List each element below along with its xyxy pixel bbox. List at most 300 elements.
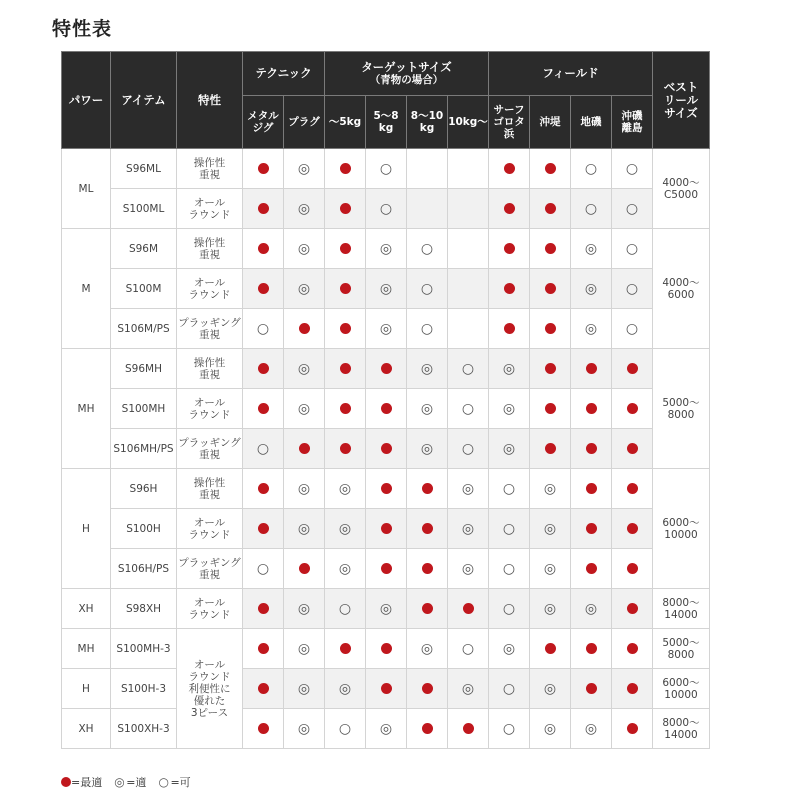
header-sub-4: 8〜10 kg xyxy=(407,96,448,149)
legend-best-label: =最適 xyxy=(71,776,103,789)
mark-cell xyxy=(489,669,530,709)
best-mark-icon xyxy=(340,403,351,414)
best-mark-icon xyxy=(586,683,597,694)
mark-cell xyxy=(407,669,448,709)
best-mark-icon xyxy=(340,443,351,454)
mark-cell xyxy=(571,189,612,229)
best-mark-icon xyxy=(627,403,638,414)
header-feature: 特性 xyxy=(177,52,243,149)
mark-cell xyxy=(612,549,653,589)
mark-cell xyxy=(571,629,612,669)
circle-icon: ○ xyxy=(502,600,516,617)
mark-cell xyxy=(407,549,448,589)
circle-icon: ○ xyxy=(256,440,270,457)
mark-cell xyxy=(530,349,571,389)
double-circle-icon: ◎ xyxy=(461,560,475,577)
mark-cell xyxy=(448,669,489,709)
circle-icon: ○ xyxy=(379,160,393,177)
mark-cell xyxy=(612,189,653,229)
header-sub-8: 地磯 xyxy=(571,96,612,149)
mark-cell xyxy=(284,229,325,269)
mark-cell xyxy=(530,509,571,549)
mark-cell xyxy=(243,189,284,229)
mark-cell xyxy=(571,309,612,349)
best-mark-icon xyxy=(258,363,269,374)
power-cell: H xyxy=(62,469,111,589)
circle-icon: ○ xyxy=(256,320,270,337)
mark-cell xyxy=(530,669,571,709)
best-reel-cell: 8000〜 14000 xyxy=(653,709,710,749)
mark-cell xyxy=(489,549,530,589)
mark-cell xyxy=(571,269,612,309)
double-circle-icon: ◎ xyxy=(543,520,557,537)
double-circle-icon: ◎ xyxy=(420,640,434,657)
table-row xyxy=(62,509,710,549)
mark-cell xyxy=(530,269,571,309)
circle-icon: ○ xyxy=(625,200,639,217)
best-mark-icon xyxy=(545,283,556,294)
best-mark-icon xyxy=(586,363,597,374)
best-mark-icon xyxy=(627,523,638,534)
mark-cell xyxy=(366,229,407,269)
power-cell: M xyxy=(62,229,111,349)
table-row xyxy=(62,669,710,709)
mark-cell xyxy=(489,349,530,389)
mark-cell xyxy=(325,229,366,269)
header-item: アイテム xyxy=(111,52,177,149)
best-mark-icon xyxy=(381,523,392,534)
mark-cell xyxy=(612,229,653,269)
legend-good-label: =適 xyxy=(126,776,147,789)
double-circle-icon: ◎ xyxy=(502,440,516,457)
best-mark-icon xyxy=(340,643,351,654)
mark-cell xyxy=(530,549,571,589)
best-mark-icon xyxy=(545,323,556,334)
double-circle-icon: ◎ xyxy=(297,200,311,217)
best-mark-icon xyxy=(627,563,638,574)
double-circle-icon: ◎ xyxy=(379,600,393,617)
double-circle-icon: ◎ xyxy=(338,560,352,577)
mark-cell xyxy=(448,709,489,749)
best-mark-icon xyxy=(627,723,638,734)
best-mark-icon xyxy=(586,643,597,654)
mark-cell xyxy=(571,149,612,189)
legend-ok xyxy=(158,774,190,790)
mark-cell xyxy=(612,349,653,389)
header-sub-7: 沖堤 xyxy=(530,96,571,149)
mark-cell xyxy=(489,469,530,509)
circle-icon: ○ xyxy=(625,160,639,177)
item-cell: S106H/PS xyxy=(111,549,177,589)
mark-cell xyxy=(571,349,612,389)
best-mark-icon xyxy=(258,483,269,494)
mark-cell xyxy=(243,509,284,549)
double-circle-icon: ◎ xyxy=(297,520,311,537)
double-circle-icon: ◎ xyxy=(543,680,557,697)
mark-cell xyxy=(407,269,448,309)
mark-cell xyxy=(284,669,325,709)
mark-cell xyxy=(489,189,530,229)
mark-cell xyxy=(530,229,571,269)
circle-icon: ○ xyxy=(420,320,434,337)
mark-cell xyxy=(284,189,325,229)
mark-cell xyxy=(530,469,571,509)
header-technique: テクニック xyxy=(243,52,325,96)
mark-cell xyxy=(612,469,653,509)
item-cell: S98XH xyxy=(111,589,177,629)
best-mark-icon xyxy=(545,443,556,454)
mark-cell xyxy=(612,509,653,549)
double-circle-icon: ◎ xyxy=(297,160,311,177)
best-mark-icon xyxy=(258,203,269,214)
circle-icon: ○ xyxy=(625,320,639,337)
mark-cell xyxy=(448,149,489,189)
best-mark-icon xyxy=(586,483,597,494)
circle-icon: ○ xyxy=(461,440,475,457)
best-mark-icon xyxy=(422,483,433,494)
mark-cell xyxy=(366,149,407,189)
mark-cell xyxy=(325,389,366,429)
table-row xyxy=(62,229,710,269)
circle-icon: ○ xyxy=(625,240,639,257)
mark-cell xyxy=(243,709,284,749)
table-row xyxy=(62,549,710,589)
double-circle-icon: ◎ xyxy=(584,720,598,737)
mark-cell xyxy=(612,309,653,349)
best-mark-icon xyxy=(422,683,433,694)
best-mark-icon xyxy=(381,443,392,454)
table-row xyxy=(62,349,710,389)
mark-cell xyxy=(366,669,407,709)
best-mark-icon xyxy=(504,163,515,174)
mark-cell xyxy=(407,469,448,509)
best-mark-icon xyxy=(586,403,597,414)
item-cell: S100H xyxy=(111,509,177,549)
mark-cell xyxy=(571,669,612,709)
double-circle-icon: ◎ xyxy=(297,480,311,497)
best-mark-icon xyxy=(340,243,351,254)
circle-icon: ○ xyxy=(379,200,393,217)
mark-cell xyxy=(325,669,366,709)
double-circle-icon: ◎ xyxy=(502,640,516,657)
mark-cell xyxy=(571,429,612,469)
mark-cell xyxy=(366,549,407,589)
mark-cell xyxy=(448,549,489,589)
circle-icon: ○ xyxy=(584,200,598,217)
header-sub-1: プラグ xyxy=(284,96,325,149)
best-mark-icon xyxy=(258,243,269,254)
item-cell: S106MH/PS xyxy=(111,429,177,469)
mark-cell xyxy=(612,709,653,749)
mark-cell xyxy=(489,389,530,429)
circle-icon: ○ xyxy=(158,775,169,789)
mark-cell xyxy=(448,429,489,469)
double-circle-icon: ◎ xyxy=(379,320,393,337)
mark-cell xyxy=(489,309,530,349)
feature-cell: オール ラウンド xyxy=(177,269,243,309)
mark-cell xyxy=(243,549,284,589)
mark-cell xyxy=(284,309,325,349)
best-mark-icon xyxy=(627,683,638,694)
best-mark-icon xyxy=(627,643,638,654)
mark-cell xyxy=(366,429,407,469)
mark-cell xyxy=(571,509,612,549)
power-cell: ML xyxy=(62,149,111,229)
mark-cell xyxy=(325,549,366,589)
best-mark-icon xyxy=(258,723,269,734)
mark-cell xyxy=(325,269,366,309)
mark-cell xyxy=(407,189,448,229)
power-cell: MH xyxy=(62,629,111,669)
mark-cell xyxy=(284,709,325,749)
double-circle-icon: ◎ xyxy=(379,720,393,737)
header-best-reel: ベスト リール サイズ xyxy=(653,52,710,149)
double-circle-icon: ◎ xyxy=(420,360,434,377)
best-mark-icon xyxy=(422,523,433,534)
double-circle-icon: ◎ xyxy=(543,600,557,617)
feature-cell: オール ラウンド xyxy=(177,589,243,629)
mark-cell xyxy=(612,589,653,629)
table-row xyxy=(62,629,710,669)
best-mark-icon xyxy=(258,163,269,174)
feature-cell: オール ラウンド xyxy=(177,509,243,549)
best-mark-icon xyxy=(258,643,269,654)
circle-icon: ○ xyxy=(502,560,516,577)
circle-icon: ○ xyxy=(338,600,352,617)
double-circle-icon: ◎ xyxy=(297,280,311,297)
double-circle-icon: ◎ xyxy=(543,720,557,737)
best-mark-icon xyxy=(61,777,71,787)
best-mark-icon xyxy=(381,643,392,654)
best-mark-icon xyxy=(545,243,556,254)
best-mark-icon xyxy=(586,563,597,574)
legend-good xyxy=(114,774,146,790)
page-title: 特性表 xyxy=(52,18,113,40)
best-mark-icon xyxy=(627,603,638,614)
mark-cell xyxy=(366,189,407,229)
mark-cell xyxy=(366,309,407,349)
mark-cell xyxy=(571,589,612,629)
double-circle-icon: ◎ xyxy=(297,680,311,697)
mark-cell xyxy=(530,429,571,469)
mark-cell xyxy=(284,389,325,429)
header-sub-0: メタル ジグ xyxy=(243,96,284,149)
feature-cell: オール ラウンド xyxy=(177,389,243,429)
mark-cell xyxy=(448,269,489,309)
double-circle-icon: ◎ xyxy=(338,480,352,497)
mark-cell xyxy=(325,149,366,189)
double-circle-icon: ◎ xyxy=(338,520,352,537)
best-mark-icon xyxy=(422,563,433,574)
mark-cell xyxy=(366,469,407,509)
table-row xyxy=(62,269,710,309)
item-cell: S96H xyxy=(111,469,177,509)
best-mark-icon xyxy=(340,363,351,374)
feature-cell: 操作性 重視 xyxy=(177,349,243,389)
mark-cell xyxy=(325,309,366,349)
best-mark-icon xyxy=(258,683,269,694)
mark-cell xyxy=(366,349,407,389)
mark-cell xyxy=(325,709,366,749)
mark-cell xyxy=(325,629,366,669)
double-circle-icon: ◎ xyxy=(297,240,311,257)
best-reel-cell: 6000〜 10000 xyxy=(653,669,710,709)
double-circle-icon: ◎ xyxy=(584,320,598,337)
mark-cell xyxy=(612,669,653,709)
best-mark-icon xyxy=(545,643,556,654)
mark-cell xyxy=(366,629,407,669)
best-mark-icon xyxy=(381,683,392,694)
mark-cell xyxy=(407,709,448,749)
feature-cell: 操作性 重視 xyxy=(177,149,243,189)
circle-icon: ○ xyxy=(502,680,516,697)
mark-cell xyxy=(612,269,653,309)
double-circle-icon: ◎ xyxy=(338,680,352,697)
double-circle-icon: ◎ xyxy=(379,240,393,257)
mark-cell xyxy=(489,229,530,269)
item-cell: S106M/PS xyxy=(111,309,177,349)
double-circle-icon: ◎ xyxy=(461,680,475,697)
mark-cell xyxy=(489,149,530,189)
mark-cell xyxy=(284,469,325,509)
best-reel-cell: 5000〜 8000 xyxy=(653,629,710,669)
best-mark-icon xyxy=(340,203,351,214)
best-mark-icon xyxy=(258,603,269,614)
mark-cell xyxy=(366,389,407,429)
circle-icon: ○ xyxy=(461,640,475,657)
mark-cell xyxy=(530,189,571,229)
best-mark-icon xyxy=(381,403,392,414)
legend-best xyxy=(61,774,102,790)
mark-cell xyxy=(284,509,325,549)
best-mark-icon xyxy=(545,203,556,214)
mark-cell xyxy=(325,189,366,229)
mark-cell xyxy=(243,429,284,469)
best-mark-icon xyxy=(381,483,392,494)
mark-cell xyxy=(325,429,366,469)
spec-table xyxy=(61,51,710,749)
best-mark-icon xyxy=(340,323,351,334)
mark-cell xyxy=(612,149,653,189)
mark-cell xyxy=(407,589,448,629)
mark-cell xyxy=(243,349,284,389)
mark-cell xyxy=(366,709,407,749)
best-mark-icon xyxy=(258,403,269,414)
item-cell: S100H-3 xyxy=(111,669,177,709)
mark-cell xyxy=(489,629,530,669)
best-mark-icon xyxy=(422,603,433,614)
header-field: フィールド xyxy=(489,52,653,96)
double-circle-icon: ◎ xyxy=(297,400,311,417)
best-mark-icon xyxy=(258,283,269,294)
feature-cell: プラッギング 重視 xyxy=(177,429,243,469)
mark-cell xyxy=(325,469,366,509)
mark-cell xyxy=(366,509,407,549)
mark-cell xyxy=(448,389,489,429)
double-circle-icon: ◎ xyxy=(543,560,557,577)
best-mark-icon xyxy=(586,523,597,534)
mark-cell xyxy=(284,349,325,389)
best-mark-icon xyxy=(258,523,269,534)
double-circle-icon: ◎ xyxy=(297,360,311,377)
best-mark-icon xyxy=(504,203,515,214)
mark-cell xyxy=(284,269,325,309)
mark-cell xyxy=(448,349,489,389)
header-sub-3: 5〜8 kg xyxy=(366,96,407,149)
circle-icon: ○ xyxy=(502,480,516,497)
mark-cell xyxy=(284,149,325,189)
header-target-note: （青物の場合） xyxy=(369,73,444,86)
mark-cell xyxy=(325,349,366,389)
mark-cell xyxy=(489,429,530,469)
mark-cell xyxy=(530,149,571,189)
header-power: パワー xyxy=(62,52,111,149)
table-row xyxy=(62,709,710,749)
double-circle-icon: ◎ xyxy=(461,520,475,537)
table-row xyxy=(62,389,710,429)
mark-cell xyxy=(243,149,284,189)
mark-cell xyxy=(284,549,325,589)
mark-cell xyxy=(571,229,612,269)
mark-cell xyxy=(407,389,448,429)
circle-icon: ○ xyxy=(420,280,434,297)
double-circle-icon: ◎ xyxy=(584,600,598,617)
best-mark-icon xyxy=(463,723,474,734)
mark-cell xyxy=(571,469,612,509)
feature-cell: プラッギング 重視 xyxy=(177,549,243,589)
circle-icon: ○ xyxy=(502,520,516,537)
mark-cell xyxy=(571,389,612,429)
best-mark-icon xyxy=(504,283,515,294)
feature-cell: オール ラウンド xyxy=(177,189,243,229)
best-mark-icon xyxy=(545,403,556,414)
mark-cell xyxy=(489,589,530,629)
best-mark-icon xyxy=(422,723,433,734)
mark-cell xyxy=(243,669,284,709)
mark-cell xyxy=(325,589,366,629)
feature-cell: プラッギング 重視 xyxy=(177,309,243,349)
best-mark-icon xyxy=(299,323,310,334)
double-circle-icon: ◎ xyxy=(297,720,311,737)
mark-cell xyxy=(366,589,407,629)
mark-cell xyxy=(448,189,489,229)
best-mark-icon xyxy=(340,163,351,174)
header-sub-9: 沖磯 離島 xyxy=(612,96,653,149)
feature-cell: 操作性 重視 xyxy=(177,229,243,269)
table-row xyxy=(62,589,710,629)
best-mark-icon xyxy=(545,163,556,174)
item-cell: S100ML xyxy=(111,189,177,229)
circle-icon: ○ xyxy=(256,560,270,577)
mark-cell xyxy=(407,149,448,189)
power-cell: XH xyxy=(62,589,111,629)
mark-cell xyxy=(243,229,284,269)
double-circle-icon: ◎ xyxy=(114,775,125,789)
mark-cell xyxy=(407,629,448,669)
item-cell: S96ML xyxy=(111,149,177,189)
mark-cell xyxy=(243,589,284,629)
feature-cell: オール ラウンド 利便性に 優れた 3ピース xyxy=(177,629,243,749)
power-cell: XH xyxy=(62,709,111,749)
best-mark-icon xyxy=(299,563,310,574)
table-row xyxy=(62,309,710,349)
mark-cell xyxy=(448,629,489,669)
item-cell: S100MH-3 xyxy=(111,629,177,669)
mark-cell xyxy=(612,429,653,469)
header-sub-5: 10kg〜 xyxy=(448,96,489,149)
best-mark-icon xyxy=(627,443,638,454)
mark-cell xyxy=(284,589,325,629)
